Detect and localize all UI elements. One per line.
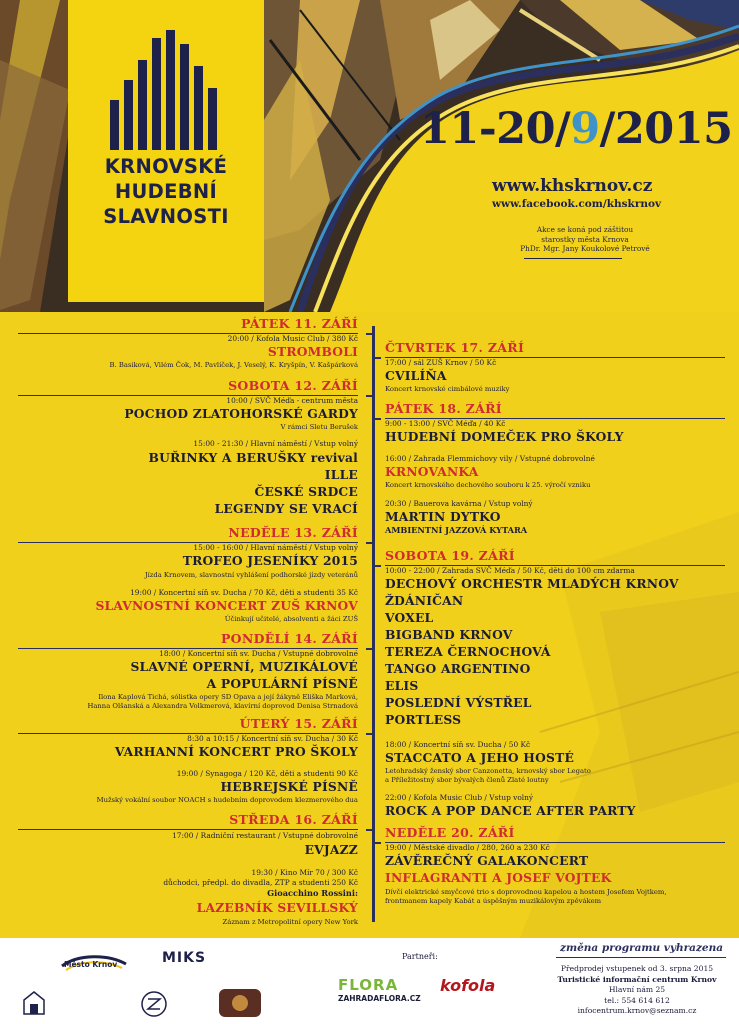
patronage-note bbox=[510, 225, 660, 254]
contact-line-4: tel.: 554 614 612 bbox=[604, 995, 670, 1005]
brand-line-2: HUDEBNÍ bbox=[114, 180, 218, 203]
festival-brand bbox=[70, 154, 262, 229]
event-title: VOXEL bbox=[385, 610, 434, 625]
event-desc: Koncert krnovské cimbálové muziky bbox=[385, 385, 510, 393]
contact-line-3: Hlavní nám 25 bbox=[608, 985, 666, 994]
event-title: BIGBAND KRNOV bbox=[385, 627, 513, 642]
event-desc: frontmanem kapely Kabát a úspěšným muzikálovým zpěvákem bbox=[385, 897, 602, 905]
event-info: 19:00 / Synagoga / 120 Kč, děti a studenti 90 Kč bbox=[176, 769, 358, 778]
event-title: CVILÍŇA bbox=[385, 368, 447, 383]
day-title: SOBOTA 12. ZÁŘÍ bbox=[18, 378, 358, 396]
patron-underline bbox=[524, 258, 622, 259]
event-title: STROMBOLI bbox=[267, 344, 358, 359]
event-info: 18:00 / Koncertní síň sv. Ducha / Vstupné dobrovolné bbox=[159, 649, 358, 658]
event-title: LAZEBNÍK SEVILLSKÝ bbox=[196, 900, 358, 915]
divider-tick bbox=[366, 542, 372, 544]
website-link[interactable]: www.khskrnov.cz bbox=[492, 176, 653, 196]
event-title: INFLAGRANTI A JOSEF VOJTEK bbox=[385, 870, 612, 885]
event-desc: a Příležitostný sbor bývalých členů Zlaté loutny bbox=[385, 776, 549, 784]
event-info: 9:00 - 13:00 / SVČ Méďa / 40 Kč bbox=[385, 419, 506, 428]
divider-tick bbox=[366, 829, 372, 831]
day-title: SOBOTA 19. ZÁŘÍ bbox=[385, 548, 725, 566]
divider-tick bbox=[375, 357, 381, 359]
day-title: ÚTERÝ 15. ZÁŘÍ bbox=[18, 716, 358, 734]
divider-tick bbox=[375, 418, 381, 420]
day-title: NEDĚLE 13. ZÁŘÍ bbox=[18, 525, 358, 543]
zus-logo-icon bbox=[140, 990, 168, 1018]
event-title: ELIS bbox=[385, 678, 419, 693]
event-desc: Ilona Kaplová Tichá, sólistka opery SD Opava a její žákyně Eliška Marková, bbox=[98, 693, 358, 701]
dates-month: 9 bbox=[570, 104, 600, 154]
footer-partners bbox=[0, 938, 739, 1024]
event-info: 10:00 - 22:00 / Zahrada SVČ Méďa / 50 Kč, děti do 100 cm zdarma bbox=[385, 566, 635, 575]
event-desc: Hanna Olšanská a Alexandra Volkmerová, klavírní doprovod Denisa Strnadová bbox=[87, 702, 358, 710]
event-title: POSLEDNÍ VÝSTŘEL bbox=[385, 695, 532, 710]
event-info: 19:30 / Kino Mír 70 / 300 Kč bbox=[251, 868, 358, 877]
flora-logo: FLORA bbox=[338, 976, 399, 994]
event-desc: V rámci Sletu Berušek bbox=[280, 423, 358, 431]
event-desc: Mužský vokální soubor NOACH s hudebním doprovodem klezmerového dua bbox=[96, 796, 358, 804]
event-info: 15:00 - 16:00 / Hlavní náměstí / Vstup volný bbox=[193, 543, 358, 552]
event-title: POCHOD ZLATOHORSKÉ GARDY bbox=[124, 406, 358, 421]
festival-dates bbox=[420, 104, 733, 154]
divider-tick bbox=[366, 333, 372, 335]
facebook-link[interactable]: www.facebook.com/khskrnov bbox=[492, 198, 662, 210]
event-subtitle: Gioacchino Rossini: bbox=[267, 888, 358, 898]
notice-underline bbox=[556, 957, 726, 958]
brand-line-3: SLAVNOSTI bbox=[103, 205, 229, 228]
event-title: HUDEBNÍ DOMEČEK PRO ŠKOLY bbox=[385, 429, 624, 444]
event-info: 20:00 / Kofola Music Club / 380 Kč bbox=[227, 334, 358, 343]
divider-tick bbox=[375, 842, 381, 844]
event-desc: Koncert krnovského dechového souboru k 25. výročí vzniku bbox=[385, 481, 591, 489]
patron-line-3: PhDr. Mgr. Jany Koukolové Petrové bbox=[520, 244, 650, 253]
event-info: 19:00 / Městské divadlo / 280, 260 a 230 Kč bbox=[385, 843, 550, 852]
divider-tick bbox=[366, 733, 372, 735]
event-info: 15:00 - 21:30 / Hlavní náměstí / Vstup volný bbox=[193, 439, 358, 448]
event-title: SLAVNOSTNÍ KONCERT ZUŠ KRNOV bbox=[95, 598, 358, 613]
institution-crest-icon bbox=[22, 990, 46, 1016]
event-info: 16:00 / Zahrada Flemmichovy vily / Vstupné dobrovolné bbox=[385, 454, 595, 463]
event-info: 18:00 / Koncertní síň sv. Ducha / 50 Kč bbox=[385, 740, 531, 749]
event-title: ČESKÉ SRDCE bbox=[254, 484, 358, 499]
event-desc: B. Basiková, Vilém Čok, M. Pavlíček, J. Veselý, K. Kryšpín, V. Kašpárková bbox=[109, 361, 358, 369]
city-logo-text: Město Krnov bbox=[64, 960, 118, 969]
event-info: 17:00 / sál ZUŠ Krnov / 50 Kč bbox=[385, 358, 497, 367]
dates-part-2: /2015 bbox=[599, 104, 733, 154]
day-heading bbox=[18, 316, 358, 334]
event-info: 17:00 / Radniční restaurant / Vstupné dobrovolné bbox=[172, 831, 358, 840]
event-title: ŽDÁNIČAN bbox=[385, 593, 464, 608]
brand-line-1: KRNOVSKÉ bbox=[104, 155, 228, 178]
event-info: 8:30 a 10:15 / Koncertní síň sv. Ducha / 30 Kč bbox=[187, 734, 358, 743]
event-subtitle: AMBIENTNÍ JAZZOVÁ KYTARA bbox=[385, 525, 528, 535]
event-title: TEREZA ČERNOCHOVÁ bbox=[385, 644, 551, 659]
day-title: ČTVRTEK 17. ZÁŘÍ bbox=[385, 340, 725, 358]
contact-email[interactable]: infocentrum.krnov@seznam.cz bbox=[577, 1006, 697, 1015]
event-info: 20:30 / Bauerova kavárna / Vstup volný bbox=[385, 499, 533, 508]
event-desc: Jízda Krnovem, slavnostní vyhlášení podhorské jízdy veteránů bbox=[144, 571, 358, 579]
event-title: ROCK A POP DANCE AFTER PARTY bbox=[385, 803, 636, 818]
event-title: SLAVNÉ OPERNÍ, MUZIKÁLOVÉ bbox=[130, 659, 358, 674]
day-underline bbox=[18, 829, 358, 830]
event-title: HEBREJSKÉ PÍSNĚ bbox=[220, 779, 358, 794]
ticket-contact bbox=[548, 964, 726, 1017]
patron-line-1: Akce se koná pod záštitou bbox=[536, 225, 634, 234]
program-schedule bbox=[0, 312, 739, 938]
kofola-logo: kofola bbox=[440, 976, 496, 995]
divider-tick bbox=[366, 395, 372, 397]
event-title: ILLE bbox=[324, 467, 358, 482]
schedule-divider bbox=[372, 326, 375, 922]
event-title: A POPULÁRNÍ PÍSNĚ bbox=[206, 676, 358, 691]
day-title: STŘEDA 16. ZÁŘÍ bbox=[18, 812, 358, 830]
event-info: důchodci, předpl. do divadla, ZTP a studenti 250 Kč bbox=[163, 878, 358, 887]
event-title: EVJAZZ bbox=[304, 842, 358, 857]
divider-tick bbox=[375, 565, 381, 567]
event-title: VARHANNÍ KONCERT PRO ŠKOLY bbox=[114, 744, 358, 759]
day-title: PÁTEK 18. ZÁŘÍ bbox=[385, 401, 725, 419]
day-title: PONDĚLÍ 14. ZÁŘÍ bbox=[18, 631, 358, 649]
event-title: STACCATO A JEHO HOSTÉ bbox=[385, 750, 575, 765]
contact-line-2: Turistické informační centrum Krnov bbox=[557, 974, 717, 984]
event-info: 10:00 / SVČ Méďa - centrum města bbox=[226, 396, 358, 405]
event-title: KRNOVANKA bbox=[385, 464, 479, 479]
kofola-music-club-logo-icon bbox=[218, 988, 262, 1018]
divider-tick bbox=[366, 648, 372, 650]
day-title: NEDĚLE 20. ZÁŘÍ bbox=[385, 825, 725, 843]
event-title: BUŘINKY A BERUŠKY revival bbox=[148, 450, 358, 465]
event-title: PORTLESS bbox=[385, 712, 462, 727]
event-info: 19:00 / Koncertní síň sv. Ducha / 70 Kč, děti a studenti 35 Kč bbox=[130, 588, 358, 597]
event-desc: Záznam z Metropolitní opery New York bbox=[222, 918, 358, 926]
dates-part-1: 11-20/ bbox=[420, 104, 571, 154]
event-title: MARTIN DYTKO bbox=[385, 509, 501, 524]
festival-header bbox=[0, 0, 739, 312]
event-title: TANGO ARGENTINO bbox=[385, 661, 531, 676]
miks-logo: MIKS bbox=[162, 950, 207, 966]
program-change-notice: změna programu vyhrazena bbox=[560, 942, 724, 954]
event-desc: Dívčí elektrické smyčcové trio s doprovodnou kapelou a hostem Josefem Vojtkem, bbox=[385, 888, 667, 896]
day-title: PÁTEK 11. ZÁŘÍ bbox=[18, 316, 358, 334]
event-title: DECHOVÝ ORCHESTR MLADÝCH KRNOV bbox=[385, 576, 679, 591]
organ-pipes-icon bbox=[108, 30, 228, 150]
event-info: 22:00 / Kofola Music Club / Vstup volný bbox=[385, 793, 534, 802]
flora-logo-sub: ZAHRADAFLORA.CZ bbox=[338, 994, 421, 1003]
partners-label: Partneři: bbox=[402, 952, 438, 961]
event-desc: Letohradský ženský sbor Canzonetta, krnovský sbor Legato bbox=[385, 767, 591, 775]
patron-line-2: starostky města Krnova bbox=[541, 234, 629, 244]
contact-line-1: Předprodej vstupenek od 3. srpna 2015 bbox=[560, 964, 714, 973]
event-title: LEGENDY SE VRACÍ bbox=[214, 501, 358, 516]
event-title: TROFEO JESENÍKY 2015 bbox=[182, 553, 358, 568]
event-title: ZÁVĚREČNÝ GALAKONCERT bbox=[385, 853, 589, 868]
event-desc: Účinkují učitelé, absolventi a žáci ZUŠ bbox=[224, 615, 358, 623]
